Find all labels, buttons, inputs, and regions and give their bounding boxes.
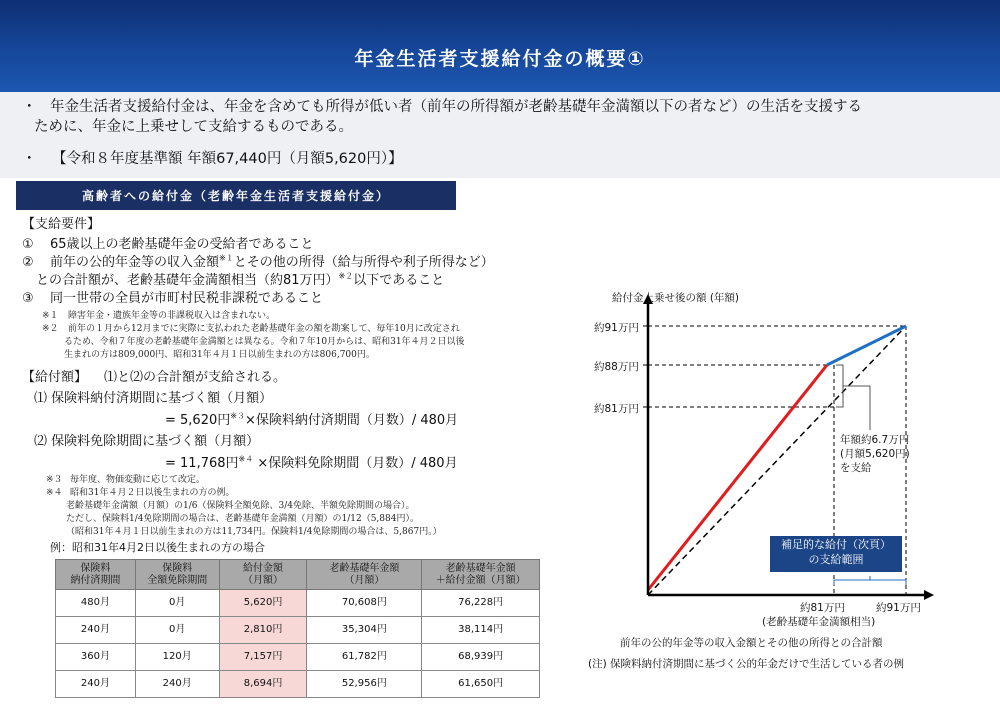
table-row [56,644,540,671]
table-cell: 240月 [56,617,136,644]
table-cell: 52,956円 [307,671,422,698]
table-cell: 0月 [135,617,219,644]
annotation-line-3: を支給 [840,462,872,474]
intro-line-1: 年金生活者支援給付金は、年金を含めても所得が低い者（前年の所得額が老齢基礎年金満額以下の者など）の生活を支援する [50,99,862,115]
table-cell: 480月 [56,590,136,617]
page-title: 年金生活者支援給付金の概要① [354,48,646,70]
table-header-cell: 保険料 全額免除期間 [135,560,219,590]
table-cell: 61,650円 [422,671,540,698]
benefit-note-text-4b: 老齢基礎年金満額（月額）の1/6（保険料全額免除、3/4免除、半額免除期間の場合）。 [66,501,415,511]
table-cell: 76,228円 [422,590,540,617]
table-cell: 120月 [135,644,219,671]
table-cell: 7,157円 [219,644,307,671]
x-tick-subtitle: (老齢基礎年金満額相当) [762,616,876,628]
support-box-label: 補足的な給付（次頁） の支給範囲 [781,538,891,566]
y-tick-label-91: 約91万円 [594,322,639,334]
table-cell: 240月 [135,671,219,698]
benefit-heading: 【給付額】 [22,370,88,385]
table-header-cell: 老齢基礎年金額 （月額） [307,560,422,590]
note-text-2c: 生まれの方は809,000円、昭和31年４月１日以前生まれの方は806,700円。 [64,350,375,360]
benefit-note-text-4c: ただし、保険料1/4免除期間の場合は、老齢基礎年金満額（月額）の1/12（5,884円）。 [66,514,419,524]
example-label: 例：昭和31年4月2日以後生まれの方の場合 [50,541,265,554]
annotation-line-2: (月額5,620円) [840,448,910,460]
table-header-cell: 給付金額 （月額） [219,560,307,590]
table-row [56,617,540,644]
table-header-cell: 保険料 納付済期間 [56,560,136,590]
benefit-note-text-4d: （昭和31年４月１日以前生まれの方は11,734円。保険料1/4免除期間の場合は、5,867円。） [66,527,442,537]
table-cell: 61,782円 [307,644,422,671]
table-header-row [56,560,540,590]
note-mark-1: ※１ [42,311,59,321]
y-tick-label-81: 約81万円 [594,403,639,415]
intro-line-2: ために、年金に上乗せして支給するものである。 [34,119,353,135]
table-cell: 360月 [56,644,136,671]
supplement-line [827,326,906,365]
requirement-text-3: 同一世帯の全員が市町村民税非課税であること [50,291,324,306]
chart-y-title: 給付金上乗せ後の額 (年額) [612,292,740,304]
table-cell: 68,939円 [422,644,540,671]
benefit-note-mark-4: ※４ [46,488,63,498]
table-cell: 70,608円 [307,590,422,617]
table-cell: 8,694円 [219,671,307,698]
benefit-note-text-4: 昭和31年４月２日以後生まれの方の例。 [70,488,235,498]
note-text-2b: るため、令和７年度の老齢基礎年金満額とは異なる。令和７年10月からは、昭和31年４月２日以後 [64,337,465,347]
note-text-1: 障害年金・遺族年金等の非課税収入は含まれない。 [68,311,276,321]
requirement-number-3: ③ [22,291,34,306]
requirement-text-2-cont: との合計額が、老齢基礎年金満額相当（約81万円）$^{※2}$以下であること [36,271,445,288]
benefit-part1-formula: = 5,620円$^{※3}$×保険料納付済期間（月数）/ 480月 [165,411,459,428]
chart-x-caption: 前年の公的年金等の収入金額とその他の所得との合計額 [620,637,883,649]
requirement-number-1: ① [22,237,34,252]
benefit-example-table [55,559,540,698]
benefit-part2-label: ⑵ 保険料免除期間に基づく額（月額） [34,434,260,449]
x-tick-label-91: 約91万円 [876,602,921,614]
y-tick-label-88: 約88万円 [594,361,639,373]
benefit-note-text-3: 毎年度、物価変動に応じて改定。 [70,475,206,485]
table-header-cell: 老齢基礎年金額 ＋給付金額（月額） [422,560,540,590]
benefit-part1-label: ⑴ 保険料納付済期間に基づく額（月額） [34,391,273,406]
intro-bullet-1: ・ [22,99,37,115]
requirement-number-2: ② [22,255,34,270]
annotation-bracket [836,365,843,407]
section-header-label: 高齢者への給付金（老齢年金生活者支援給付金） [81,189,390,203]
x-tick-label-81: 約81万円 [800,602,845,614]
note-mark-2: ※２ [42,324,59,334]
table-cell: 38,114円 [422,617,540,644]
benefit-note-mark-3: ※３ [46,475,63,485]
table-cell: 2,810円 [219,617,307,644]
table-cell: 0月 [135,590,219,617]
table-row [56,590,540,617]
table-cell: 5,620円 [219,590,307,617]
benefit-heading-text: ⑴と⑵の合計額が支給される。 [104,370,287,385]
note-text-2: 前年の１月から12月までに実際に支払われた老齢基礎年金の額を勘案して、毎年10月に改定され [68,324,460,334]
annotation-line-1: 年額約6.7万円 [840,434,910,446]
intro-base-amount: 【令和８年度基準額 年額67,440円（月額5,620円）】 [52,151,403,167]
benefit-part2-formula: = 11,768円$^{※4}$ ×保険料免除期間（月数）/ 480月 [165,454,458,471]
table-cell: 240月 [56,671,136,698]
requirements-heading: 【支給要件】 [22,217,101,232]
x-axis-arrow-icon [924,590,934,600]
requirement-text-2: 前年の公的年金等の収入金額$^{※1}$とその他の所得（給与所得や利子所得など） [50,253,494,270]
intro-bullet-2: ・ [22,151,37,167]
support-range-bracket [834,580,906,585]
table-row [56,671,540,698]
table-cell: 35,304円 [307,617,422,644]
chart-note: (注) 保険料納付済期間に基づく公的年金だけで生活している者の例 [588,658,905,670]
requirement-text-1: 65歳以上の老齢基礎年金の受給者であること [50,237,314,252]
